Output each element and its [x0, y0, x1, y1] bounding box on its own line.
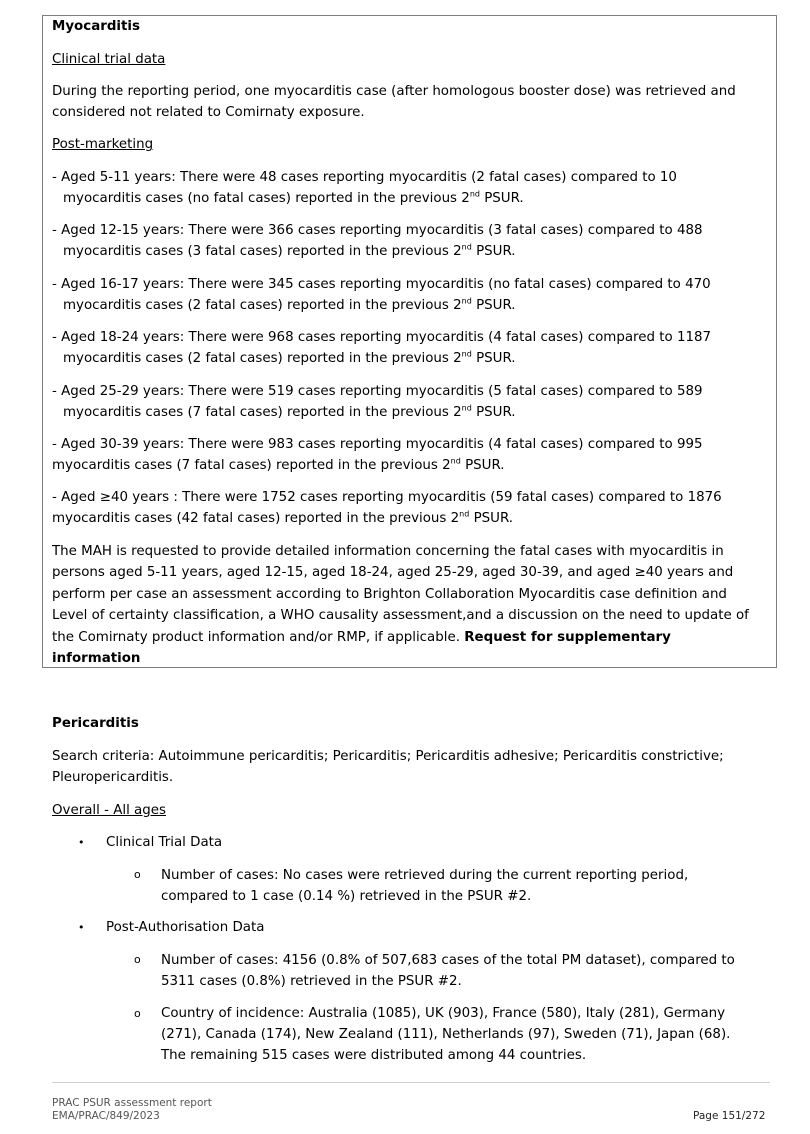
footer-reference: EMA/PRAC/849/2023: [52, 1110, 160, 1122]
circle-bullet-icon: o: [134, 953, 141, 966]
post-authorisation-label: Post-Authorisation Data: [106, 920, 265, 935]
age-item-line1: - Aged 12-15 years: There were 366 cases reporting myocarditis (3 fatal cases) compared to 488: [52, 223, 703, 238]
clinical-trial-heading: Clinical trial data: [52, 52, 166, 67]
clinical-sub-line: Number of cases: No cases were retrieved during the current reporting period,: [161, 868, 689, 883]
age-item-line2: myocarditis cases (42 fatal cases) reported in the previous 2nd PSUR.: [52, 509, 514, 526]
request-line-last: the Comirnaty product information and/or RMP, if applicable. Request for supplementary: [52, 630, 671, 645]
page-number: Page 151/272: [693, 1110, 766, 1122]
age-item-line1: - Aged 30-39 years: There were 983 cases reporting myocarditis (4 fatal cases) compared to 995: [52, 437, 703, 452]
age-item-line2: myocarditis cases (no fatal cases) reported in the previous 2nd PSUR.: [63, 189, 524, 206]
age-item-line1: - Aged 25-29 years: There were 519 cases reporting myocarditis (5 fatal cases) compared to 589: [52, 384, 703, 399]
country-line: (271), Canada (174), New Zealand (111), Netherlands (97), Sweden (71), Japan (68).: [161, 1027, 731, 1042]
bullet-icon: •: [78, 836, 85, 849]
country-line: The remaining 515 cases were distributed among 44 countries.: [161, 1048, 587, 1063]
search-criteria-line-2: Pleuropericarditis.: [52, 770, 174, 785]
footer-report-title: PRAC PSUR assessment report: [52, 1097, 212, 1109]
age-item-line2: myocarditis cases (7 fatal cases) reported in the previous 2nd PSUR.: [52, 456, 505, 473]
post-sub-line: Number of cases: 4156 (0.8% of 507,683 cases of the total PM dataset), compared to: [161, 953, 735, 968]
clinical-trial-data-label: Clinical Trial Data: [106, 835, 223, 850]
circle-bullet-icon: o: [134, 1007, 141, 1020]
overall-heading: Overall - All ages: [52, 803, 166, 818]
request-line: Level of certainty classification, a WHO causality assessment,and a discussion on the need to update of: [52, 608, 749, 623]
age-item-line1: - Aged 18-24 years: There were 968 cases reporting myocarditis (4 fatal cases) compared to 1187: [52, 330, 712, 345]
clinical-text-line-1: During the reporting period, one myocarditis case (after homologous booster dose) was retrieved and: [52, 84, 736, 99]
clinical-sub-line: compared to 1 case (0.14 %) retrieved in the PSUR #2.: [161, 889, 532, 904]
age-item-line1: - Aged 16-17 years: There were 345 cases reporting myocarditis (no fatal cases) compared to 470: [52, 277, 711, 292]
country-line: Country of incidence: Australia (1085), UK (903), France (580), Italy (281), Germany: [161, 1006, 726, 1021]
pericarditis-title: Pericarditis: [52, 716, 139, 731]
circle-bullet-icon: o: [134, 868, 141, 881]
request-supplementary-label: Request for supplementary: [464, 630, 671, 645]
bullet-icon: •: [78, 921, 85, 934]
request-line: The MAH is requested to provide detailed information concerning the fatal cases with myocarditis in: [52, 544, 724, 559]
age-item-line1: - Aged 5-11 years: There were 48 cases reporting myocarditis (2 fatal cases) compared to 10: [52, 170, 677, 185]
footer-divider: [52, 1082, 770, 1083]
myocarditis-title: Myocarditis: [52, 19, 140, 34]
post-sub-line: 5311 cases (0.8%) retrieved in the PSUR #2.: [161, 974, 462, 989]
age-item-line2: myocarditis cases (2 fatal cases) reported in the previous 2nd PSUR.: [63, 349, 516, 366]
age-item-line1: - Aged ≥40 years : There were 1752 cases reporting myocarditis (59 fatal cases) compared to 1876: [52, 490, 722, 505]
search-criteria-line-1: Search criteria: Autoimmune pericarditis; Pericarditis; Pericarditis adhesive; Pericarditis constrictive;: [52, 749, 724, 764]
post-marketing-heading: Post-marketing: [52, 137, 154, 152]
clinical-text-line-2: considered not related to Comirnaty exposure.: [52, 105, 365, 120]
request-line: perform per case an assessment according to Brighton Collaboration Myocarditis case definition and: [52, 587, 727, 602]
request-supplementary-label-cont: information: [52, 651, 141, 666]
age-item-line2: myocarditis cases (2 fatal cases) reported in the previous 2nd PSUR.: [63, 296, 516, 313]
age-item-line2: myocarditis cases (7 fatal cases) reported in the previous 2nd PSUR.: [63, 403, 516, 420]
request-line: persons aged 5-11 years, aged 12-15, aged 18-24, aged 25-29, aged 30-39, and aged ≥40 years and: [52, 565, 734, 580]
age-item-line2: myocarditis cases (3 fatal cases) reported in the previous 2nd PSUR.: [63, 242, 516, 259]
